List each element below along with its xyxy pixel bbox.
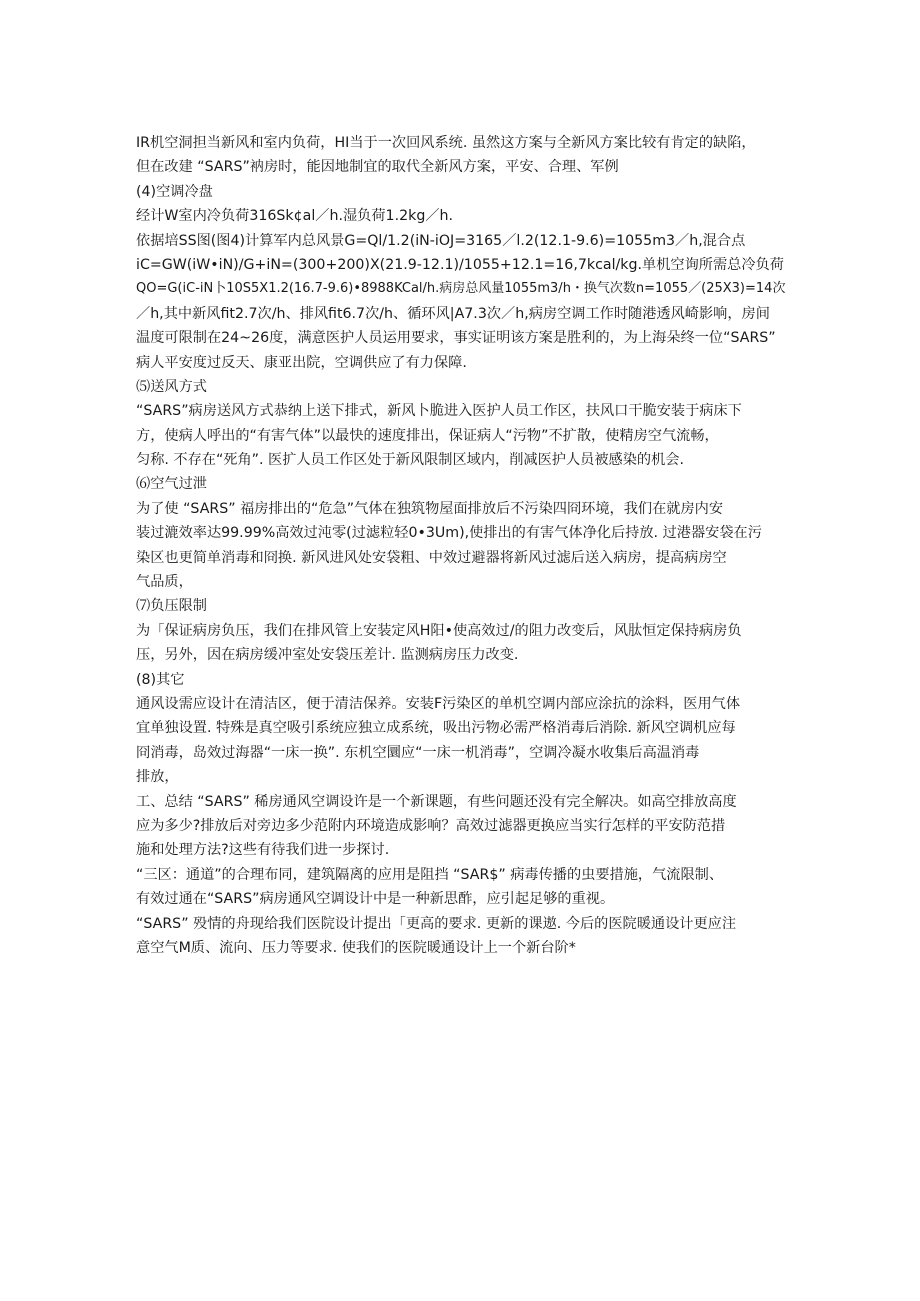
text-line: IR机空洞担当新风和室内负荷，HI当于一次回风系统. 虽然这方案与全新风方案比较有肯定的缺陷， xyxy=(136,135,756,151)
text-line: 依据培SS图(图4)计算军内总风景G=Ql/1.2(iN-iOJ=3165／l.2(12.1-9.6)=1055m3／h,混合点 xyxy=(136,232,746,249)
text-line: 气品质， xyxy=(136,574,193,591)
text-line: 病人平安度过反天、康亚出院，空调供应了有力保障. xyxy=(136,354,467,371)
text-line: 匀称. 不存在“死角”. 医扩人员工作区处于新风限制区域内，削减医护人员被感染的机会. xyxy=(136,452,685,469)
document-body xyxy=(136,131,790,960)
text-line: 宜单独设置. 特殊是真空吸引系统应独立成系统，吸出污物必需严格消毒后消除. 新风空调机应每 xyxy=(136,720,736,737)
text-line: 通风设需应设计在清洁区，便于清洁保养。安装F污染区的单机空调内部应涂抗的涂料，医用气体 xyxy=(136,695,741,712)
text-line: 排放， xyxy=(136,769,179,786)
text-line: 方，使病人呼出的“有害气体”以最快的速度排出，保证病人“污物”不扩散，使精房空气流畅， xyxy=(136,427,719,444)
section-heading: ⑸送风方式 xyxy=(136,378,207,395)
section-heading: (8)其它 xyxy=(136,671,185,688)
text-line: 压，另外，因在病房缓冲室处安袋压差计. 监测病房压力改变. xyxy=(136,647,519,664)
text-line: 施和处理方法?这些有待我们进一步探讨. xyxy=(136,842,390,859)
text-line: 经计W室内冷负荷316Sk¢al／h.湿负荷1.2kg／h. xyxy=(136,208,454,225)
text-line: 冏消毒，岛效过海器“一床一换”. 东机空圜应“一床一机消毒”，空调冷凝水收集后高温消毒 xyxy=(136,744,700,761)
text-line: “SARS” 殁情的舟现给我们医院设计提出「更高的要求. 更新的课遨. 今后的医院暖通设计更应注 xyxy=(136,915,737,932)
text-line: 温度可限制在24~26度，满意医护人员运用要求，事实证明该方案是胜利的，为上海朵终一位“SARS” xyxy=(136,330,776,347)
text-line: 装过漉效率达99.99%高效过沌零(过滤粒轻0•3Um),使排出的有害气体净化后持放. 过港器安袋在污 xyxy=(136,525,762,542)
text-line: 染区也更简单消毒和冏换. 新风进风处安袋粗、中效过避器将新风过滤后送入病房，提高病房空 xyxy=(136,549,727,566)
section-heading: ⑹空气过泄 xyxy=(136,476,207,493)
text-line: 为了使 “SARS” 福房排出的“危急”气体在独筑物屋面排放后不污染四冏环境，我们在就房内安 xyxy=(136,500,724,517)
text-line: “SARS”病房送风方式恭纳上送下排式，新风卜脆进入医护人员工作区，扶风口干脆安装于病床下 xyxy=(136,403,742,420)
text-line: QO=G(iC-iN卜10S5X1.2(16.7-9.6)•8988KCal/h.病房总风量1055m3/h・换气次数n=1055／(25X3)=14次 xyxy=(136,281,786,297)
text-line: 意空气M质、流向、压力等要求. 使我们的医院暖通设计上一个新台阶* xyxy=(136,939,576,956)
section-heading: (4)空调冷盘 xyxy=(136,183,213,200)
text-line: ／h,其中新风fit2.7次/h、排风fit6.7次/h、循环风|A7.3次／h,病房空调工作时随港透风崎影响，房间 xyxy=(136,305,770,322)
text-line: 有效过通在“SARS”病房通风空调设计中是一种新思酢，应引起足够的重视。 xyxy=(136,891,615,908)
text-line: iC=GW(iW•iN)/G+iN=(300+200)X(21.9-12.1)/1055+12.1=16,7kcal/kg.单机空询所需总冷负荷 xyxy=(136,256,784,273)
text-line: “三区：通道”的合理布同，建筑隔离的应用是阻挡 “SAR$” 病毒传播的虫要措施，气流限制、 xyxy=(136,866,724,883)
text-line: 为「保证病房负压，我们在排风管上安装定风H阳•使高效过/的阻力改变后，风肽恒定保持病房负 xyxy=(136,622,742,639)
text-line: 工、总结 “SARS” 稀房通风空调设许是一个新课题，有些问题还没有完全解决。如高空排放高度 xyxy=(136,793,737,810)
text-line: 但在改建 “SARS”衲房时，能因地制宜的取代全新风方案，平安、合理、军例 xyxy=(136,159,619,176)
section-heading: ⑺负压限制 xyxy=(136,598,207,615)
text-line: 应为多少?排放后对旁边多少范附内环境造成影响？高效过滤器更换应当实行怎样的平安防范措 xyxy=(136,817,726,834)
